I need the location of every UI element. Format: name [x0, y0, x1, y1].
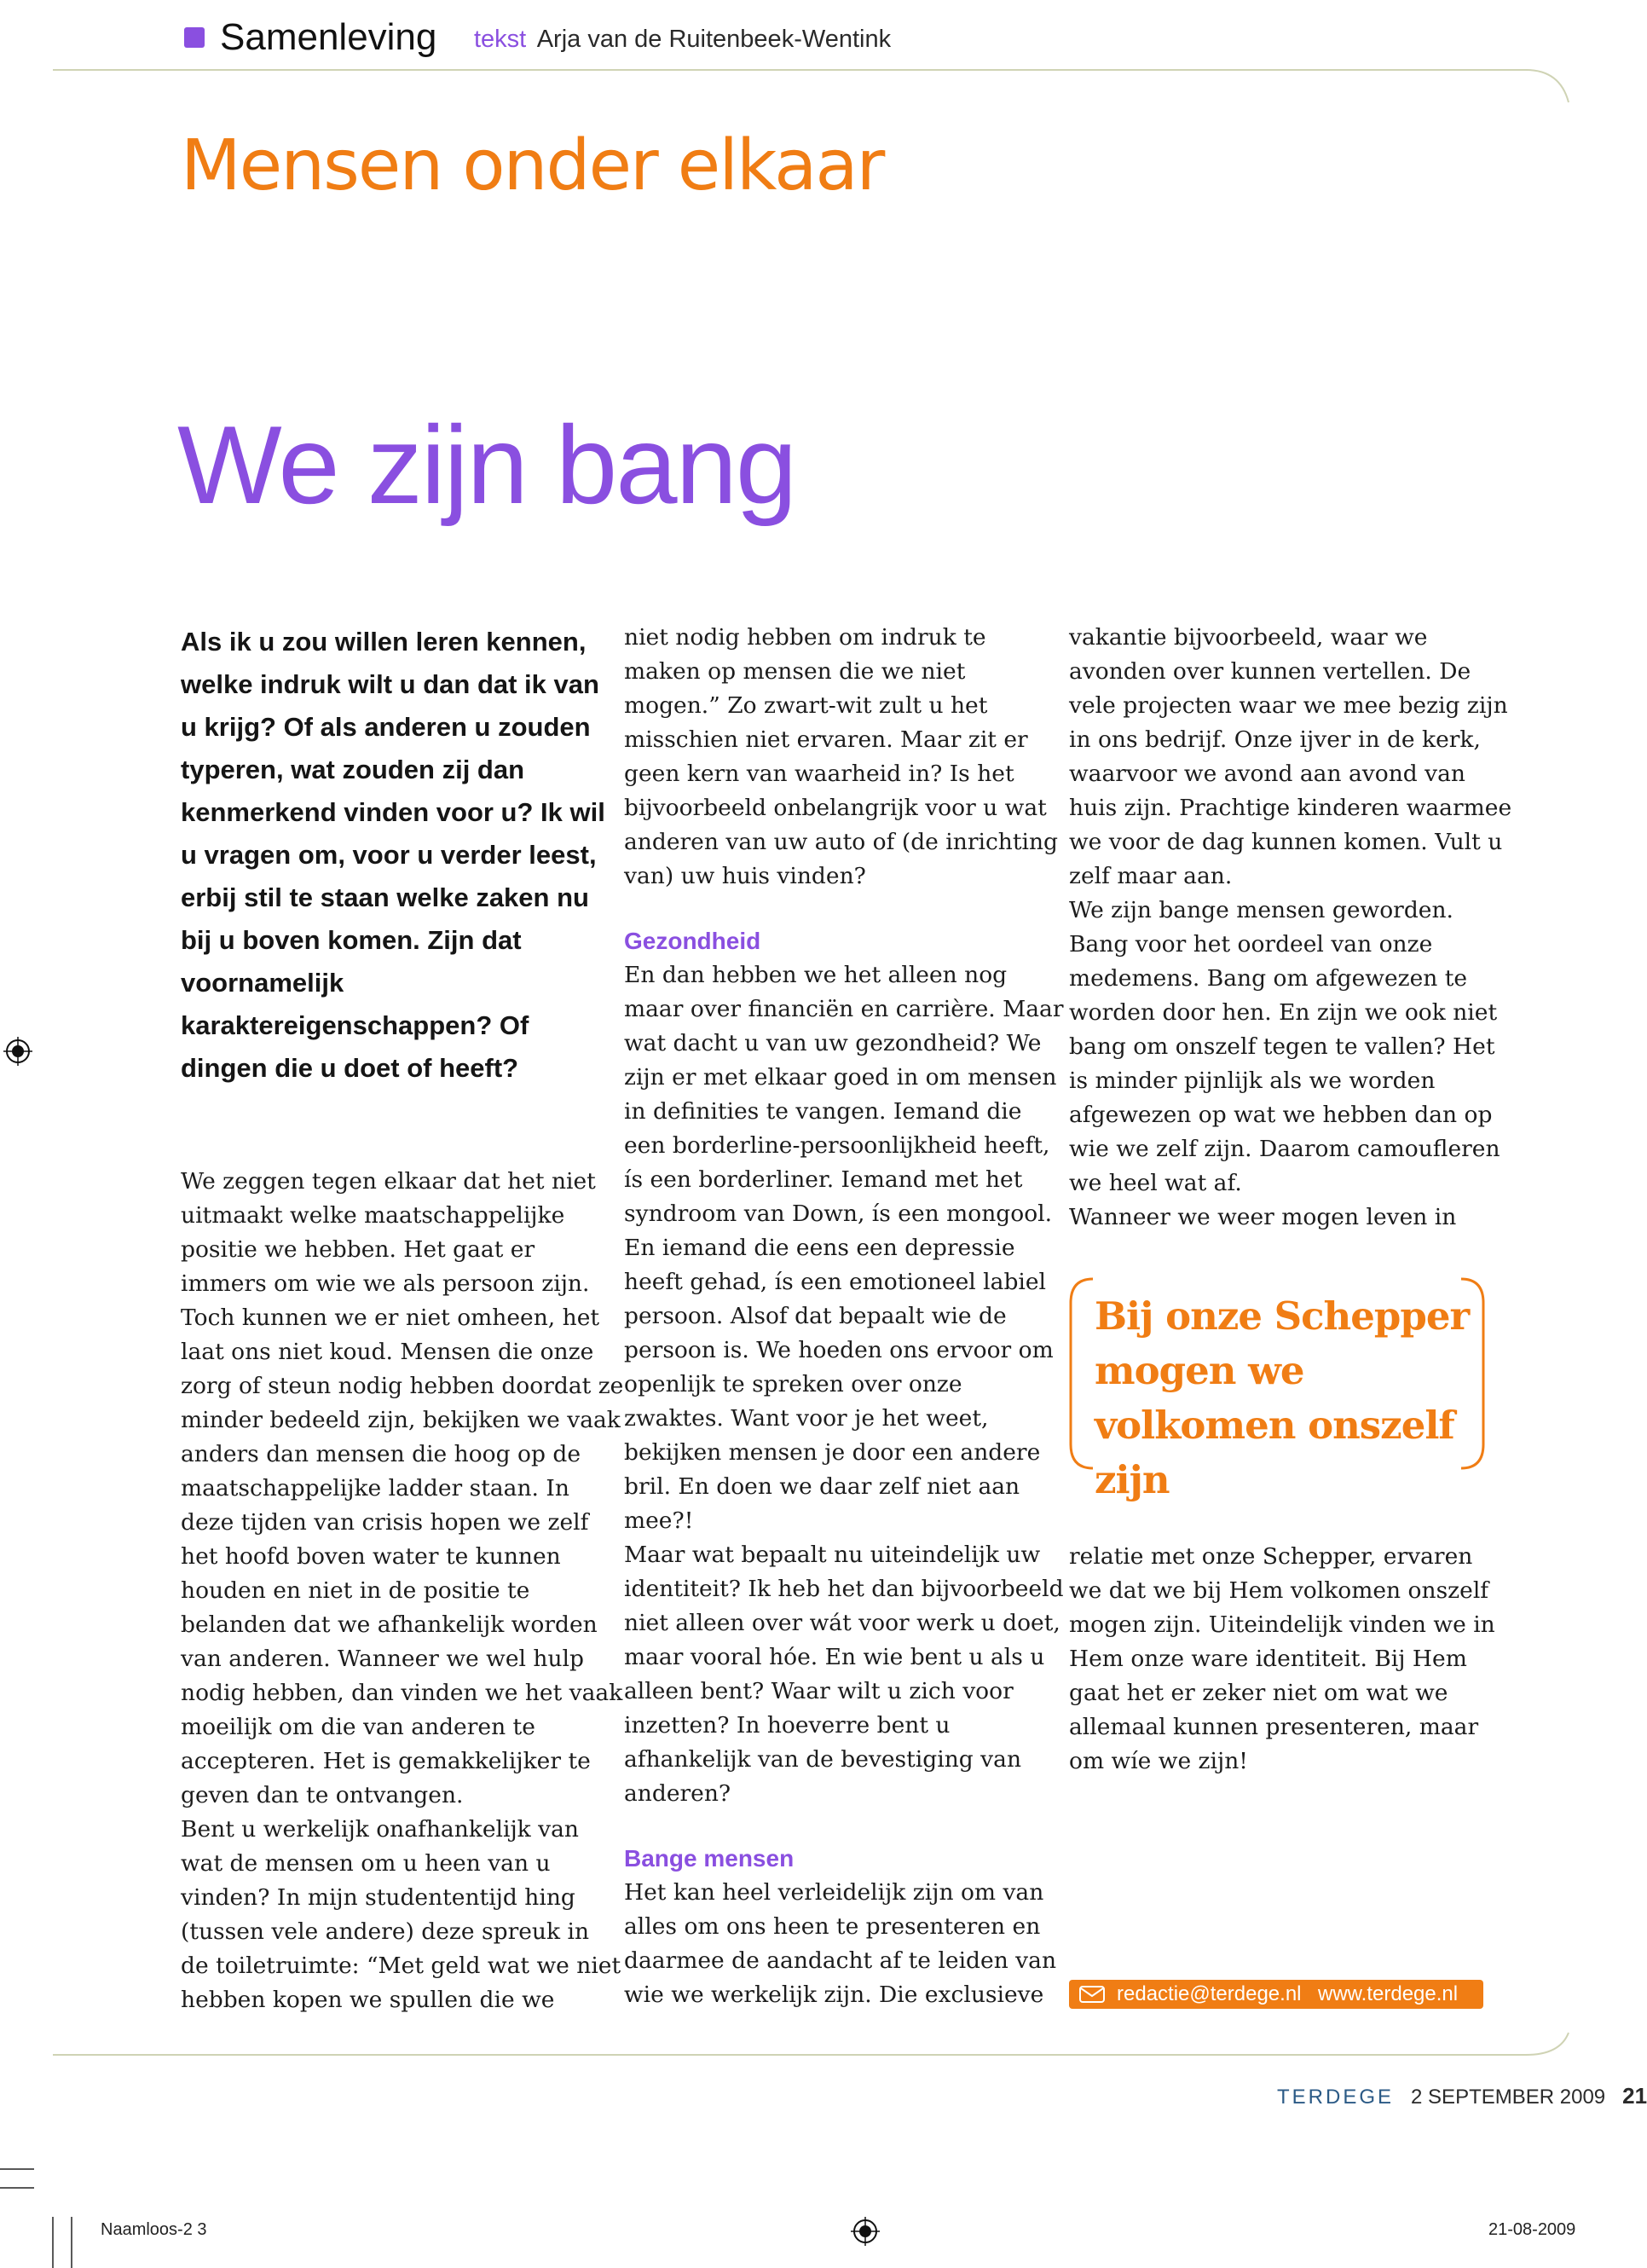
- paragraph: We zeggen tegen elkaar dat het niet uitmaakt welke maatschappelijke positie we hebben. Het gaat er immers om wie we als persoon zijn. Toch kunnen we er niet omheen, het laat ons niet koud. Mensen die onze zorg of steun nodig hebben doordat ze minder bedeeld zijn, bekijken we vaak anders dan mensen die hoog op de maatschappelijke ladder staan. In deze tijden van crisis hopen we zelf het hoofd boven water te kunnen houden en niet in de positie te belanden dat we afhankelijk worden van anderen. Wanneer we wel hulp nodig hebben, dan vinden we het vaak moeilijk om die van anderen te accepteren. Het is gemakkelijker te geven dan te ontvangen.: [181, 1168, 624, 1808]
- pull-quote-text: Bij onze Schepper mogen we volkomen onszelf zijn: [1095, 1293, 1470, 1502]
- print-slug-file: Naamloos-2 3: [101, 2220, 207, 2239]
- registration-mark-icon: [3, 1037, 32, 1066]
- pull-quote: [1064, 1277, 1490, 1502]
- crop-marks: [0, 2166, 102, 2268]
- bottom-rule: [0, 2029, 1573, 2080]
- contact-bar: [1069, 1980, 1483, 2009]
- article-column-3-continued: [1069, 1540, 1512, 1779]
- article-intro: Als ik u zou willen leren kennen, welke indruk wilt u dan dat ik van u krijg? Of als anderen u zouden typeren, wat zouden zij dan kenmerkend vinden voor u? Ik wil u vragen om, voor u verder leest, erbij stil te staan welke zaken nu bij u boven komen. Zijn dat voornamelijk karaktereigenschappen? Of dingen die u doet of heeft?: [181, 627, 605, 1083]
- paragraph: relatie met onze Schepper, ervaren we dat we bij Hem volkomen onszelf mogen zijn. Uiteindelijk vinden we in Hem onze ware identiteit. Bij Hem gaat het er zeker niet om wat we allemaal kunnen presenteren, maar om wíe we zijn!: [1069, 1543, 1495, 1774]
- registration-mark-icon: [851, 2217, 880, 2246]
- section-label: Samenleving: [220, 16, 437, 58]
- contact-website-link[interactable]: www.terdege.nl: [1318, 1982, 1459, 2005]
- paragraph: vakantie bijvoorbeeld, waar we avonden over kunnen vertellen. De vele projecten waar we mee bezig zijn in ons bedrijf. Onze ijver in de kerk, waarvoor we avond aan avond van huis zijn. Prachtige kinderen waarmee we voor de dag kunnen komen. Vult u zelf maar aan.: [1069, 624, 1512, 889]
- issue-date: 2 SEPTEMBER 2009: [1411, 2086, 1606, 2109]
- byline-keyword: tekst: [474, 26, 527, 53]
- paragraph: Maar wat bepaalt nu uiteindelijk uw identiteit? Ik heb het dan bijvoorbeeld niet alleen over wát voor werk u doet, maar vooral hóe. En wie bent u als u alleen bent? Waar wilt u zich voor inzetten? In hoeverre bent u afhankelijk van de bevestiging van anderen?: [624, 1542, 1064, 1807]
- print-slug-date: 21-08-2009: [1488, 2220, 1576, 2239]
- paragraph: niet nodig hebben om indruk te maken op mensen die we niet mogen.” Zo zwart-wit zult u het misschien niet ervaren. Maar zit er geen kern van waarheid in? Is het bijvoorbeeld onbelangrijk voor u wat anderen van uw auto of (de inrichting van) uw huis vinden?: [624, 624, 1059, 889]
- paragraph: Bent u werkelijk onafhankelijk van wat de mensen om u heen van u vinden? In mijn studententijd hing (tussen vele andere) deze spreuk in de toiletruimte: “Met geld wat we niet hebben kopen we spullen die we: [181, 1816, 621, 2013]
- author-name: Arja van de Ruitenbeek-Wentink: [536, 26, 892, 53]
- page-number: 21: [1622, 2083, 1647, 2109]
- magazine-name: TERDEGE: [1277, 2086, 1395, 2109]
- article-column-1: [181, 1165, 624, 2017]
- paragraph: Wanneer we weer mogen leven in: [1069, 1204, 1457, 1230]
- page-footer: [1277, 2079, 1647, 2115]
- paragraph: En dan hebben we het alleen nog maar over financiën en carrière. Maar wat dacht u van uw gezondheid? We zijn er met elkaar goed in om mensen in definities te vangen. Iemand die een borderline-persoonlijkheid heeft, ís een borderliner. Iemand met het syndroom van Down, ís een mongool. En iemand die eens een depressie heeft gehad, ís een emotioneel labiel persoon. Alsof dat bepaalt wie de persoon is. We hoeden ons ervoor om openlijk te spreken over onze zwaktes. Want voor je het weet, bekijken mensen je door een andere bril. En doen we daar zelf niet aan mee?!: [624, 962, 1064, 1534]
- article-column-2: [624, 621, 1067, 2012]
- subheading-gezondheid: Gezondheid: [624, 928, 761, 954]
- series-title: Mensen onder elkaar: [181, 125, 884, 206]
- contact-email-link[interactable]: redactie@terdege.nl: [1117, 1982, 1302, 2005]
- subheading-bange-mensen: Bange mensen: [624, 1845, 795, 1872]
- paragraph: Het kan heel verleidelijk zijn om van alles om ons heen te presenteren en daarmee de aandacht af te leiden van wie we werkelijk zijn. Die exclusieve: [624, 1879, 1057, 2008]
- mail-icon: [1079, 1986, 1105, 2003]
- paragraph: We zijn bange mensen geworden. Bang voor het oordeel van onze medemens. Bang om afgewezen te worden door hen. En zijn we ook niet bang om onszelf tegen te vallen? Het is minder pijnlijk als we worden afgewezen op wat we hebben dan op wie we zelf zijn. Daarom camoufleren we heel wat af.: [1069, 897, 1500, 1196]
- top-rule: [0, 0, 1573, 119]
- article-column-3: [1069, 621, 1512, 1235]
- article-title: We zijn bang: [177, 402, 796, 527]
